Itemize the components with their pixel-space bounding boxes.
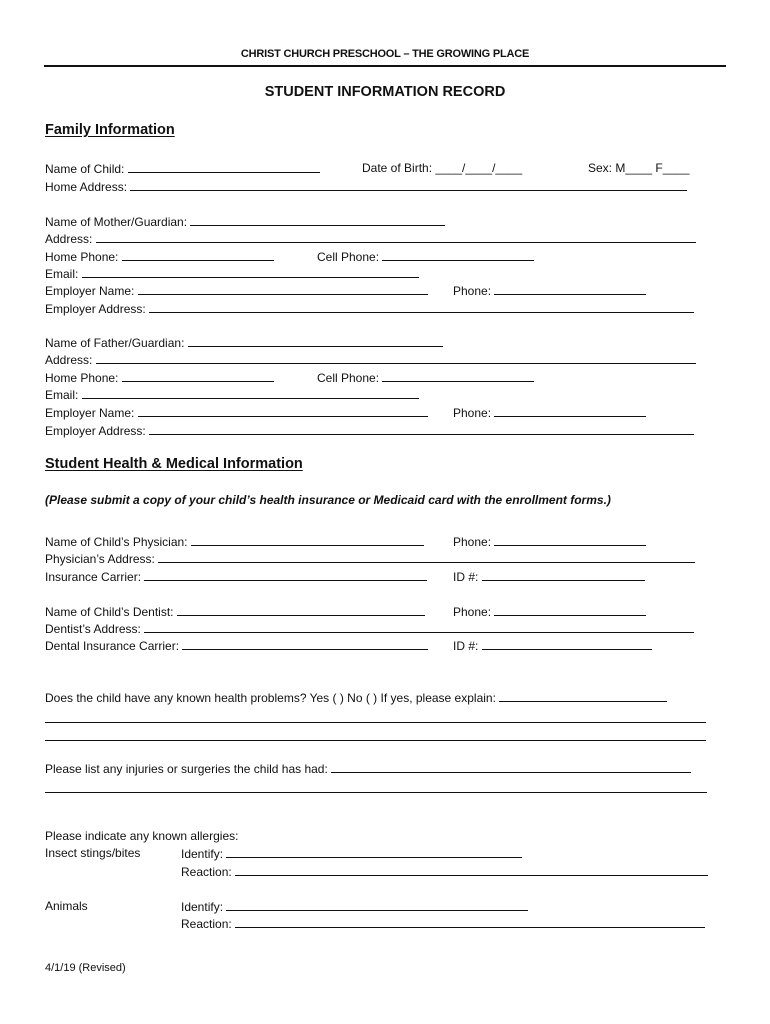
insect-reaction-label: Reaction: xyxy=(181,865,232,879)
physician-address-label: Physician’s Address: xyxy=(45,552,155,566)
mother-email-field[interactable] xyxy=(82,266,419,278)
home-address-row xyxy=(45,179,687,194)
mother-email-row xyxy=(45,266,419,281)
home-address-label: Home Address: xyxy=(45,180,128,194)
physician-row xyxy=(45,534,424,549)
physician-field[interactable] xyxy=(191,534,424,546)
father-email-row xyxy=(45,387,419,402)
injuries-line-2[interactable] xyxy=(45,792,707,793)
dentist-address-field[interactable] xyxy=(144,621,694,633)
revision-date: 4/1/19 (Revised) xyxy=(45,962,126,974)
animals-identify-row xyxy=(181,899,528,914)
sex-field[interactable]: Sex: M____ F____ xyxy=(588,161,690,175)
mother-employer-address-field[interactable] xyxy=(149,301,694,313)
father-address-field[interactable] xyxy=(96,352,696,364)
injuries-question: Please list any injuries or surgeries the child has had: xyxy=(45,762,328,776)
animals-label: Animals xyxy=(45,899,88,913)
home-address-field[interactable] xyxy=(130,179,687,191)
physician-phone-field[interactable] xyxy=(494,534,646,546)
date-of-birth[interactable]: Date of Birth: ____/____/____ xyxy=(362,161,523,175)
father-home-phone-row xyxy=(45,370,274,385)
mother-home-phone-field[interactable] xyxy=(122,249,274,261)
insurance-label: Insurance Carrier: xyxy=(45,570,142,584)
father-name-row xyxy=(45,335,443,350)
father-phone-field[interactable] xyxy=(494,405,646,417)
child-name-row xyxy=(45,161,320,176)
insurance-card-note: (Please submit a copy of your child’s health insurance or Medicaid card with the enrollment forms.) xyxy=(45,493,611,507)
dental-insurance-label: Dental Insurance Carrier: xyxy=(45,639,180,653)
mother-phone-row xyxy=(453,283,646,298)
child-name-field[interactable] xyxy=(128,161,320,173)
animals-reaction-row xyxy=(181,916,705,931)
insect-stings-label: Insect stings/bites xyxy=(45,846,141,860)
dentist-row xyxy=(45,604,425,619)
mother-cell-phone-row xyxy=(317,249,534,264)
child-name-label: Name of Child: xyxy=(45,162,125,176)
mother-name-row xyxy=(45,214,445,229)
dentist-phone-row xyxy=(453,604,646,619)
mother-employer-name-label: Employer Name: xyxy=(45,284,135,298)
dentist-phone-label: Phone: xyxy=(453,605,492,619)
mother-employer-name-row xyxy=(45,283,428,298)
health-problems-field[interactable] xyxy=(499,690,667,702)
mother-name-label: Name of Mother/Guardian: xyxy=(45,215,188,229)
insurance-id-field[interactable] xyxy=(482,569,645,581)
father-home-phone-field[interactable] xyxy=(122,370,274,382)
mother-home-phone-row xyxy=(45,249,274,264)
insurance-id-label: ID #: xyxy=(453,570,479,584)
father-address-row xyxy=(45,352,696,367)
dental-insurance-field[interactable] xyxy=(182,638,428,650)
father-address-label: Address: xyxy=(45,353,93,367)
form-title: STUDENT INFORMATION RECORD xyxy=(264,84,506,100)
mother-phone-label: Phone: xyxy=(453,284,492,298)
father-name-label: Name of Father/Guardian: xyxy=(45,336,185,350)
mother-home-phone-label: Home Phone: xyxy=(45,250,119,264)
dentist-label: Name of Child’s Dentist: xyxy=(45,605,174,619)
health-problems-row xyxy=(45,690,667,705)
mother-name-field[interactable] xyxy=(190,214,445,226)
insect-reaction-row xyxy=(181,864,708,879)
mother-email-label: Email: xyxy=(45,267,79,281)
dental-id-field[interactable] xyxy=(482,638,652,650)
father-employer-address-label: Employer Address: xyxy=(45,424,146,438)
dentist-address-label: Dentist’s Address: xyxy=(45,622,141,636)
father-employer-address-field[interactable] xyxy=(149,423,694,435)
mother-cell-phone-label: Cell Phone: xyxy=(317,250,380,264)
dentist-field[interactable] xyxy=(177,604,425,616)
mother-employer-address-label: Employer Address: xyxy=(45,302,146,316)
father-employer-address-row xyxy=(45,423,694,438)
father-home-phone-label: Home Phone: xyxy=(45,371,119,385)
dental-insurance-row xyxy=(45,638,428,653)
insurance-field[interactable] xyxy=(144,569,427,581)
animals-reaction-label: Reaction: xyxy=(181,917,232,931)
insect-reaction-field[interactable] xyxy=(235,864,708,876)
insect-identify-label: Identify: xyxy=(181,847,224,861)
mother-address-field[interactable] xyxy=(96,231,696,243)
mother-cell-phone-field[interactable] xyxy=(382,249,534,261)
father-email-label: Email: xyxy=(45,388,79,402)
father-employer-name-label: Employer Name: xyxy=(45,406,135,420)
insurance-row xyxy=(45,569,427,584)
animals-identify-label: Identify: xyxy=(181,900,224,914)
family-information-heading: Family Information xyxy=(45,122,175,138)
org-header: CHRIST CHURCH PRESCHOOL – THE GROWING PLACE xyxy=(240,48,530,60)
injuries-field[interactable] xyxy=(331,761,691,773)
dentist-address-row xyxy=(45,621,694,636)
father-email-field[interactable] xyxy=(82,387,419,399)
father-cell-phone-label: Cell Phone: xyxy=(317,371,380,385)
father-employer-name-field[interactable] xyxy=(138,405,428,417)
health-information-heading: Student Health & Medical Information xyxy=(45,456,303,472)
dentist-phone-field[interactable] xyxy=(494,604,646,616)
animals-identify-field[interactable] xyxy=(226,899,528,911)
physician-address-field[interactable] xyxy=(158,551,695,563)
injuries-row xyxy=(45,761,691,776)
health-problems-question: Does the child have any known health problems? Yes ( ) No ( ) If yes, please explain: xyxy=(45,691,496,705)
physician-address-row xyxy=(45,551,695,566)
mother-address-row xyxy=(45,231,696,246)
insect-identify-row xyxy=(181,846,522,861)
father-cell-phone-row xyxy=(317,370,534,385)
physician-phone-label: Phone: xyxy=(453,535,492,549)
allergies-label: Please indicate any known allergies: xyxy=(45,829,239,843)
mother-employer-name-field[interactable] xyxy=(138,283,428,295)
insurance-id-row xyxy=(453,569,645,584)
mother-employer-address-row xyxy=(45,301,694,316)
animals-reaction-field[interactable] xyxy=(235,916,705,928)
dental-id-row xyxy=(453,638,652,653)
father-phone-label: Phone: xyxy=(453,406,492,420)
physician-label: Name of Child’s Physician: xyxy=(45,535,188,549)
father-name-field[interactable] xyxy=(188,335,443,347)
insect-identify-field[interactable] xyxy=(226,846,522,858)
header-rule xyxy=(44,65,726,67)
physician-phone-row xyxy=(453,534,646,549)
father-phone-row xyxy=(453,405,646,420)
mother-phone-field[interactable] xyxy=(494,283,646,295)
health-problems-line-2[interactable] xyxy=(45,722,706,723)
dental-id-label: ID #: xyxy=(453,639,479,653)
father-cell-phone-field[interactable] xyxy=(382,370,534,382)
father-employer-name-row xyxy=(45,405,428,420)
mother-address-label: Address: xyxy=(45,232,93,246)
health-problems-line-3[interactable] xyxy=(45,740,706,741)
